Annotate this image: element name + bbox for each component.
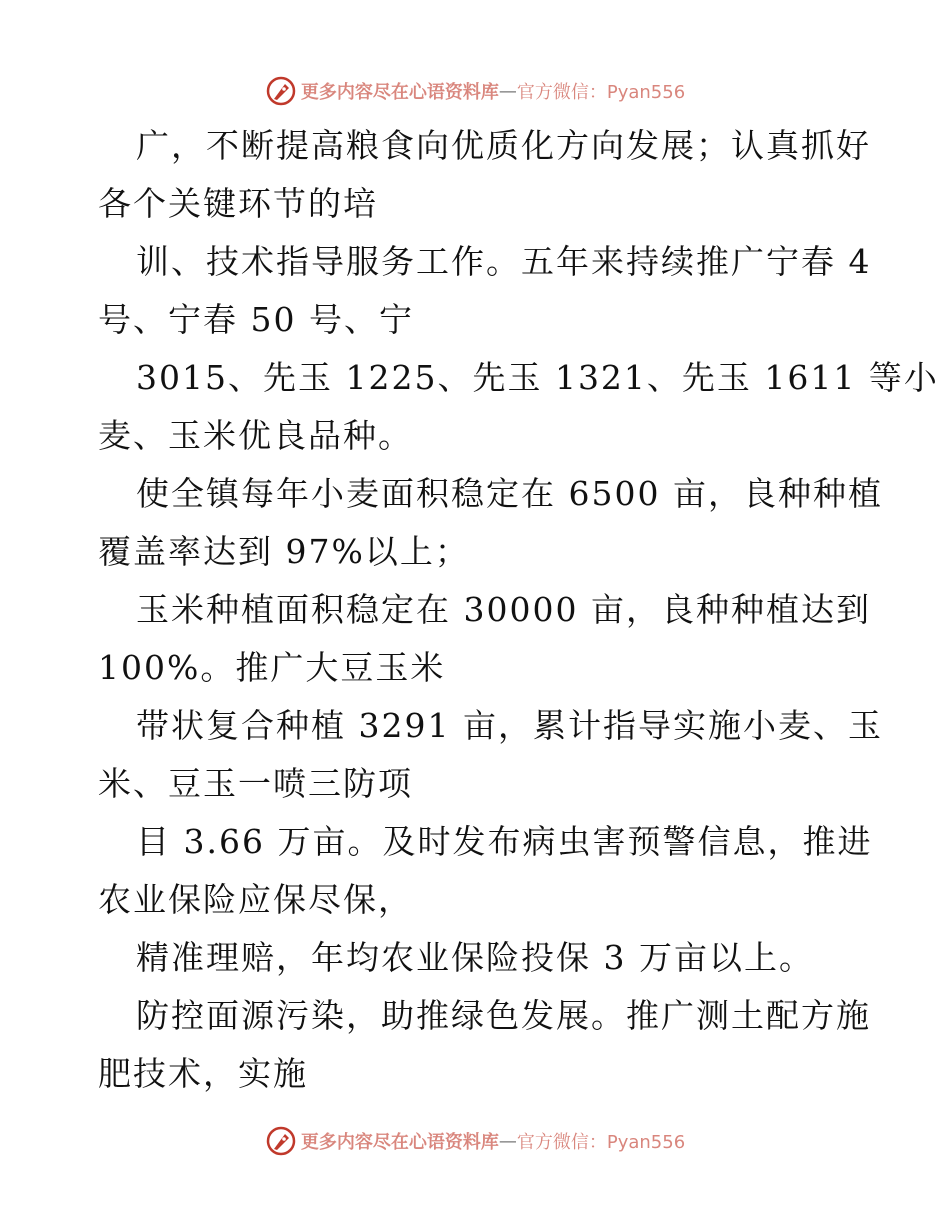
header-watermark: [0, 71, 950, 111]
text-line: 防控面源污染，助推绿色发展。推广测土配方施: [136, 996, 871, 1035]
footer-watermark: [0, 1121, 950, 1161]
text-line: 玉米种植面积稳定在 30000 亩，良种种植达到: [136, 590, 871, 629]
text-line: 农业保险应保尽保，: [98, 880, 413, 919]
text-line: 使全镇每年小麦面积稳定在 6500 亩，良种种植: [136, 474, 883, 513]
pen-nib-logo-icon: [265, 75, 297, 107]
watermark-contact: 官方微信：Pyan556: [516, 82, 686, 103]
text-line: 各个关键环节的培: [98, 184, 378, 223]
pen-nib-logo-icon: [265, 1125, 297, 1157]
text-line: 号、宁春 50 号、宁: [98, 300, 414, 339]
text-line: 带状复合种植 3291 亩，累计指导实施小麦、玉: [136, 706, 883, 745]
text-line: 米、豆玉一喷三防项: [98, 764, 413, 803]
text-line: 目 3.66 万亩。及时发布病虫害预警信息，推进: [136, 822, 873, 861]
watermark-separator: —: [498, 80, 517, 102]
text-line: 麦、玉米优良品种。: [98, 416, 413, 455]
watermark-contact: 官方微信：Pyan556: [516, 1132, 686, 1153]
watermark-brand: 更多内容尽在心语资料库: [300, 1132, 499, 1153]
text-line: 精准理赔，年均农业保险投保 3 万亩以上。: [136, 938, 814, 977]
text-line: 训、技术指导服务工作。五年来持续推广宁春 4: [136, 242, 872, 281]
text-line: 肥技术，实施: [98, 1054, 308, 1093]
text-line: 覆盖率达到 97%以上；: [98, 532, 470, 571]
text-line: 100%。推广大豆玉米: [98, 648, 446, 687]
text-line: 广，不断提高粮食向优质化方向发展；认真抓好: [136, 126, 871, 165]
text-line: 3015、先玉 1225、先玉 1321、先玉 1611 等小: [136, 358, 939, 397]
document-body: [98, 117, 939, 1103]
watermark-brand: 更多内容尽在心语资料库: [300, 82, 499, 103]
watermark-separator: —: [498, 1130, 517, 1152]
